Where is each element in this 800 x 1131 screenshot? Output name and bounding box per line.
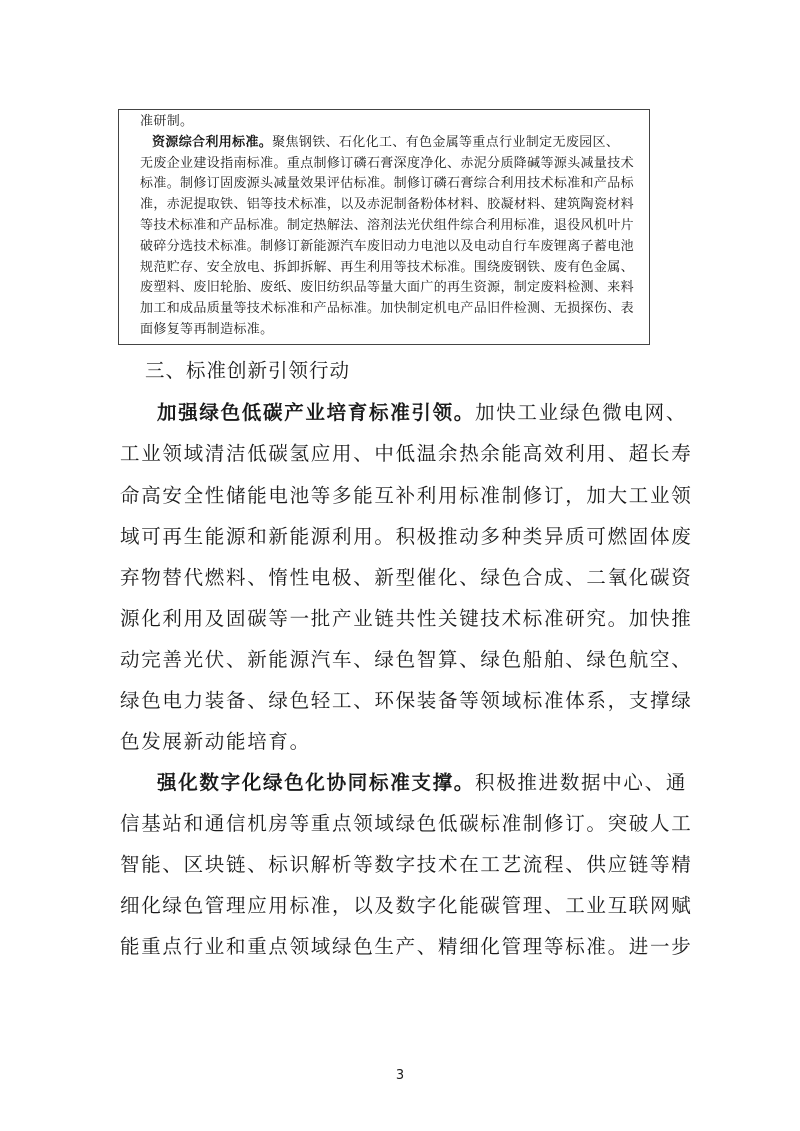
box-line: 无废企业建设指南标准。重点制修订磷石膏深度净化、赤泥分质降碱等源头减量技术 — [140, 155, 634, 171]
para1-text: 加快工业绿色微电网、 — [475, 401, 688, 424]
para1-line: 域可再生能源和新能源利用。积极推动多种类异质可燃固体废 — [120, 525, 693, 548]
para2-first-line — [157, 768, 690, 798]
box-paragraph-start — [152, 134, 640, 152]
para2-line: 能重点行业和重点领域绿色生产、精细化管理等标准。进一步 — [120, 935, 693, 958]
para2-line: 细化绿色管理应用标准，以及数字化能碳管理、工业互联网赋 — [120, 894, 693, 917]
para1-line: 动完善光伏、新能源汽车、绿色智算、绿色船舶、绿色航空、 — [120, 648, 693, 671]
box-line: 破碎分选技术标准。制修订新能源汽车废旧动力电池以及电动自行车废锂离子蓄电池 — [140, 238, 634, 254]
box-line: 等技术标准和产品标准。制定热解法、溶剂法光伏组件综合利用标准，退役风机叶片 — [140, 218, 634, 233]
box-paragraph-title: 资源综合利用标准。 — [152, 134, 273, 150]
para1-first-line — [157, 398, 690, 428]
para2-line: 智能、区块链、标识解析等数字技术在工艺流程、供应链等精 — [120, 853, 693, 876]
para1-title: 加强绿色低碳产业培育标准引领。 — [157, 401, 476, 424]
para1-line: 源化利用及固碳等一批产业链共性关键技术标准研究。加快推 — [120, 607, 693, 630]
para1-line: 工业领域清洁低碳氢应用、中低温余热余能高效利用、超长寿 — [120, 442, 693, 465]
box-line: 标准。制修订固废源头减量效果评估标准。制修订磷石膏综合利用技术标准和产品标 — [140, 176, 634, 192]
box-line: 准研制。 — [140, 114, 194, 129]
box-line: 面修复等再制造标准。 — [140, 322, 274, 337]
para1-line: 命高安全性储能电池等多能互补利用标准制修订，加大工业领 — [120, 484, 693, 507]
box-line: 规范贮存、安全放电、拆卸拆解、再生利用等技术标准。围绕废钢铁、废有色金属、 — [140, 259, 634, 275]
para2-line: 信基站和通信机房等重点领域绿色低碳标准制修订。突破人工 — [120, 812, 693, 835]
para2-text: 积极推进数据中心、通 — [475, 771, 688, 794]
para2-title: 强化数字化绿色化协同标准支撑。 — [157, 771, 476, 794]
para1-line: 弃物替代燃料、惰性电极、新型催化、绿色合成、二氧化碳资 — [120, 566, 693, 589]
page-number: 3 — [395, 1068, 405, 1083]
para1-line: 绿色电力装备、绿色轻工、环保装备等领域标准体系，支撑绿 — [120, 689, 693, 712]
box-paragraph-text: 聚焦钢铁、石化化工、有色金属等重点行业制定无废园区、 — [272, 134, 620, 150]
section-heading: 三、标准创新引领行动 — [145, 359, 351, 382]
box-line: 废塑料、废旧轮胎、废纸、废旧纺织品等量大面广的再生资源，制定废料检测、来料 — [140, 280, 634, 296]
box-line: 加工和成品质量等技术标准和产品标准。加快制定机电产品旧件检测、无损探伤、表 — [140, 301, 634, 317]
para1-line: 色发展新动能培育。 — [120, 730, 311, 753]
box-line: 准，赤泥提取铁、铝等技术标准，以及赤泥制备粉体材料、胶凝材料、建筑陶瓷材料 — [140, 197, 634, 213]
